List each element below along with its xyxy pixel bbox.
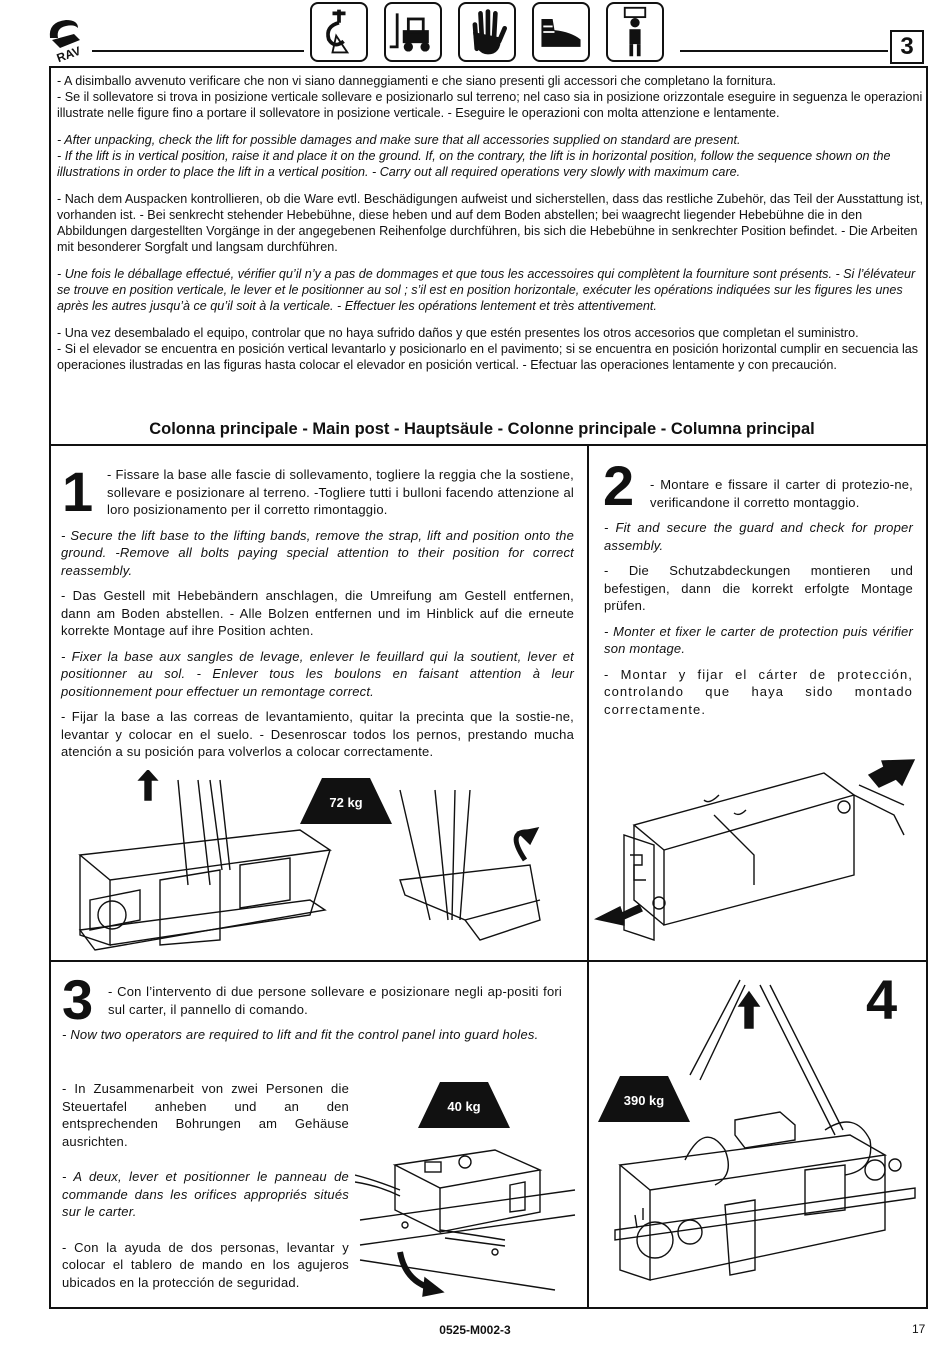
intro-fr: - Une fois le déballage effectué, vérifier qu’il n’y a pas de dommages et que tous les accessoires qui complètent la fourniture sont présents. - Si l’élévateur se trouve en position verticale, le lever et le positionner au sol ; s’il est en position horizontale, exécuter les opérations indiquées sur les figures les unes après les autres jusqu’à ce qu’il soit à la verticale. - Effectuer les opérations lentement et très attentivement. [57,267,916,313]
step-1-es: - Fijar la base a las correas de levantamiento, quitar la precinta que la sostie-ne, levantar y colocar en el suelo. - Desenroscar todos los pernos, prestando mucha atención a su posición para volverlos a colocar correctamente. [61,709,574,759]
step-2-number: 2 [603,454,635,517]
illustration-step-1 [60,770,580,955]
worker-icon [606,2,664,62]
illustration-step-2 [594,755,920,955]
section-title: Colonna principale - Main post - Hauptsäule - Colonne principale - Columna principal [149,420,815,438]
step-3-en: - Now two operators are required to lift and fit the control panel into guard holes. [62,1027,539,1042]
page-section-number: 3 [890,30,924,64]
step-2-text [604,476,913,726]
step-3-text-top [62,983,562,1052]
step-3-it: - Con l’intervento di due persone sollevare e posizionare negli ap-positi fori sul carter, il pannello di comando. [108,984,562,1017]
document-code: 0525-M002-3 [439,1323,511,1337]
step-2-de: - Die Schutzabdeckungen montieren und befestigen, dann die korrekt erfolgte Montage prüfen. [604,563,913,613]
forklift-icon [384,2,442,62]
step-1-text [61,460,574,769]
glove-icon [458,2,516,62]
step-3-text-bottom [62,1080,349,1299]
intro-es: - Una vez desembalado el equipo, controlar que no haya sufrido daños y que estén presentes los otros accesorios que completan el suministro. - Si el elevador se encuentra en posición vertical levantarlo y posicionarlo en el pavimento; si se encuentra en posición horizontal cumplir en secuencia las operaciones ilustradas en las figuras hasta colocar el elevador en posición vertical. - Efectuar las operaciones lentamente y con precaución. [57,326,919,372]
brand-logo [44,14,88,64]
divider-title-bottom [49,444,928,446]
page-number: 17 [912,1322,926,1336]
safety-shoe-icon [532,2,590,62]
weight-label-step-1: 72 kg [329,795,363,810]
step-1-de: - Das Gestell mit Hebebändern anschlagen, die Umreifung am Gestell entfernen, dann am Boden abstellen. - Alle Bolzen entfernen und im Hinblick auf die erneute korrekte Montage auf ihre Position achten. [61,588,574,638]
step-3-es: - Con la ayuda de dos personas, levantar y colocar el tablero de mando en los agujeros ubicados en la protección de seguridad. [62,1239,349,1290]
step-2-es: - Montar y fijar el cárter de protección, controlando que haya sido montado correctamente. [604,666,913,717]
divider-column [587,444,589,1309]
intro-it: - A disimballo avvenuto verificare che non vi siano danneggiamenti e che siano presenti gli accessori che completano la fornitura. - Se il sollevatore si trova in posizione verticale sollevare e posizionarlo sul terreno; nel caso sia in posizione orizzontale eseguire in seguenza le operazioni illustrate nelle figure fino a portare il sollevatore in posizione verticale. - Eseguire le operazioni con molta attenzione e lentamente. [57,74,923,120]
step-1-en: - Secure the lift base to the lifting bands, remove the strap, lift and position onto the ground. -Remove all bolts paying special attention to their position for correct reassembly. [61,527,574,578]
divider-row-middle [49,960,928,962]
step-1-it: - Fissare la base alle fascie di sollevamento, togliere la reggia che la sostiene, sollevare e posizionare al terreno. -Togliere tutti i bulloni facendo attenzione al loro posizionamento per il corretto rimontaggio. [107,467,574,517]
step-1-number: 1 [62,460,94,523]
step-3-de: - In Zusammenarbeit von zwei Personen die Steuertafel anheben und an den entsprechenden Bohrungen am Gehäuse ausrichten. [62,1081,349,1149]
illustration-step-3 [355,1140,580,1300]
illustration-step-4 [595,970,920,1300]
intro-en: - After unpacking, check the lift for possible damages and make sure that all accessories supplied on standard are present. - If the lift is in vertical position, raise it and place it on the ground. If, on the contrary, the lift is in horizontal position, follow the sequence shown on the illustrations in order to place the lift in a vertical position. - Carry out all required operations very slowly with maximum care. [57,133,891,179]
weight-label-step-3: 40 kg [447,1099,481,1114]
intro-text [57,73,924,384]
header-rule-right [680,50,888,52]
weight-label-step-4: 390 kg [623,1093,665,1108]
step-2-fr: - Monter et fixer le carter de protection puis vérifier son montage. [604,623,913,656]
svg-text:RAV: RAV [54,43,83,64]
header-rule-left [92,50,304,52]
step-4-number: 4 [866,968,898,1031]
step-2-it: - Montare e fissare il carter di protezio-ne, verificandone il corretto montaggio. [650,477,913,510]
step-1-fr: - Fixer la base aux sangles de levage, enlever le feuillard qui la soutient, lever et positionner au sol. - Enlever tous les boulons en faisant attention à leur positionnement pour effectuer un remontage correct. [61,648,574,699]
step-3-fr: - A deux, lever et positionner le panneau de commande dans les orifices appropriés situés sur le carter. [62,1169,349,1219]
step-3-number: 3 [62,968,94,1031]
step-2-en: - Fit and secure the guard and check for proper assembly. [604,520,913,553]
intro-de: - Nach dem Auspacken kontrollieren, ob die Ware evtl. Beschädigungen aufweist und sicherstellen, dass das restliche Zubehör, das Teil der Ausstattung ist, vorhanden ist. - Bei senkrecht stehender Hebebühne, diese heben und auf dem Boden abstellen; bei waagrecht liegender Hebebühne die in den Abbildungen dargestellten Vorgänge in der angegebenen Reihenfolge durchführen, bis sich die Hebebühne in senkrechter Position befindet. - Die Arbeiten mit besonderer Sorgfalt und langsam durchführen. [57,192,923,254]
crane-hook-icon [310,2,368,62]
